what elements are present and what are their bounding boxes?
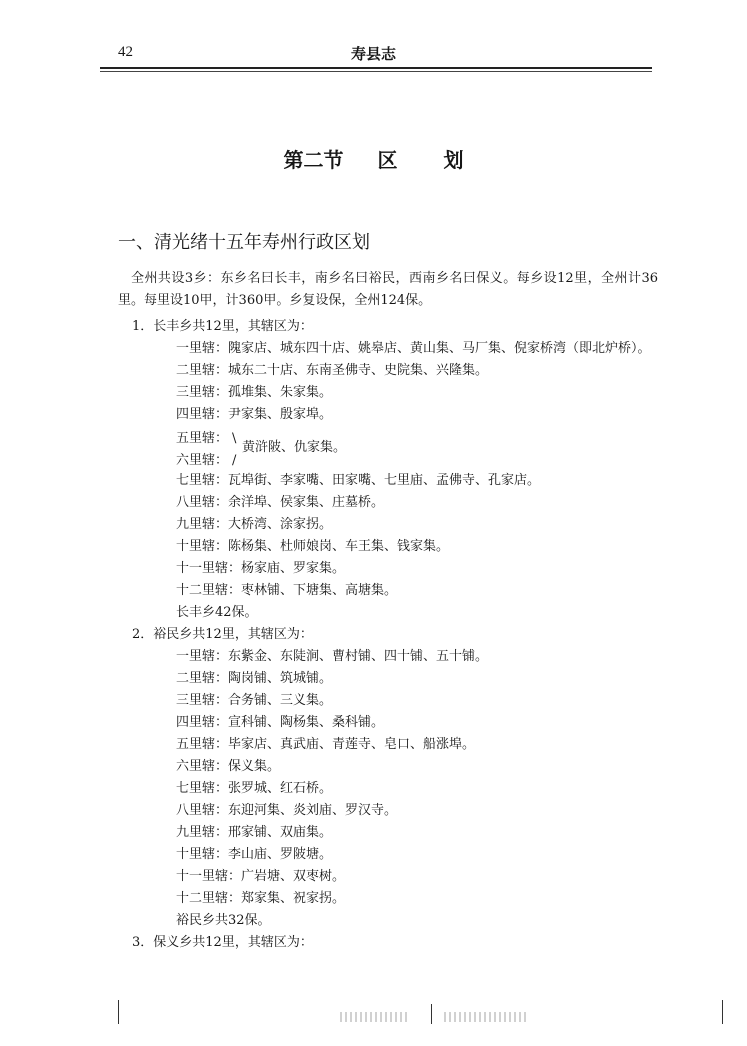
xiang1-li-6 (176, 452, 242, 474)
brace-bottom-mark: / (232, 453, 237, 468)
xiang1-li-5 (176, 430, 242, 452)
xiang1-li-12: 十二里辖：枣林铺、下塘集、高塘集。 (176, 583, 398, 598)
xiang1-li-6-label: 六里辖： (176, 453, 229, 468)
xiang1-li-4: 四里辖：尹家集、殷家埠。 (176, 407, 333, 422)
running-title: 寿县志 (350, 45, 396, 63)
xiang2-li-9: 九里辖：邢家铺、双庙集。 (176, 825, 333, 840)
xiang2-li-3: 三里辖：合务铺、三义集。 (176, 693, 333, 708)
xiang2-summary: 裕民乡共32保。 (176, 913, 271, 928)
scan-noise-right (444, 1012, 528, 1022)
xiang1-summary: 长丰乡42保。 (176, 605, 258, 620)
xiang1-li-7: 七里辖：瓦埠街、李家嘴、田家嘴、七里庙、孟佛寺、孔家店。 (176, 473, 541, 488)
xiang2-li-11: 十一里辖：广岩塘、双枣树。 (176, 869, 346, 884)
xiang2-li-6: 六里辖：保义集。 (176, 759, 281, 774)
xiang3-heading: 3．保义乡共12里，其辖区为： (132, 935, 313, 950)
xiang2-heading: 2．裕民乡共12里，其辖区为： (132, 627, 313, 642)
xiang2-li-5: 五里辖：毕家店、真武庙、青莲寺、皂口、船涨埠。 (176, 737, 476, 752)
xiang2-li-8: 八里辖：东迎河集、炎刘庙、罗汉寺。 (176, 803, 398, 818)
subsection-title: 一、清光绪十五年寿州行政区划 (118, 232, 370, 253)
scan-noise-left (340, 1012, 410, 1022)
scan-edge-mark-left (118, 1000, 119, 1024)
xiang1-li-10: 十里辖：陈杨集、杜师娘岗、车王集、钱家集。 (176, 539, 450, 554)
intro-paragraph: 全州共设3乡：东乡名曰长丰，南乡名曰裕民，西南乡名曰保义。每乡设12里，全州计36里。每里设10甲，计360甲。乡复设保，全州124保。 (118, 271, 658, 308)
scan-edge-mark-right (722, 1000, 723, 1024)
xiang2-li-7: 七里辖：张罗城、红石桥。 (176, 781, 333, 796)
xiang1-li-1: 一里辖：隗家店、城东四十店、姚皋店、黄山集、马厂集、倪家桥湾（即北炉桥）。 (176, 341, 651, 356)
xiang1-li-2: 二里辖：城东二十店、东南圣佛寺、史院集、兴隆集。 (176, 363, 489, 378)
scan-edge-mark-center (431, 1004, 432, 1024)
xiang1-li-5-label: 五里辖： (176, 431, 229, 446)
header-rule-thin (100, 71, 652, 72)
section-title (0, 144, 747, 173)
xiang2-li-2: 二里辖：陶岗铺、筑城铺。 (176, 671, 333, 686)
section-title-word2: 划 (443, 148, 464, 172)
xiang1-heading: 1．长丰乡共12里，其辖区为： (132, 319, 313, 334)
section-title-number: 第二节 (283, 148, 344, 172)
xiang1-li-5-6-content: 黄浒陂、仇家集。 (242, 440, 347, 455)
xiang2-li-10: 十里辖：李山庙、罗陂塘。 (176, 847, 333, 862)
xiang1-li-8: 八里辖：余洋埠、侯家集、庄墓桥。 (176, 495, 385, 510)
header-rule (100, 67, 652, 69)
xiang1-li-3: 三里辖：孤堆集、朱家集。 (176, 385, 333, 400)
brace-top-mark: \ (232, 431, 237, 446)
page-number: 42 (118, 44, 133, 60)
xiang2-li-1: 一里辖：东紫金、东陡涧、曹村铺、四十铺、五十铺。 (176, 649, 489, 664)
section-title-word1: 区 (377, 148, 398, 172)
xiang1-li-11: 十一里辖：杨家庙、罗家集。 (176, 561, 346, 576)
xiang1-li-5-6-group (176, 430, 347, 474)
xiang2-li-4: 四里辖：宣科铺、陶杨集、桑科铺。 (176, 715, 385, 730)
xiang2-li-12: 十二里辖：郑家集、祝家拐。 (176, 891, 346, 906)
xiang1-li-9: 九里辖：大桥湾、涂家拐。 (176, 517, 333, 532)
